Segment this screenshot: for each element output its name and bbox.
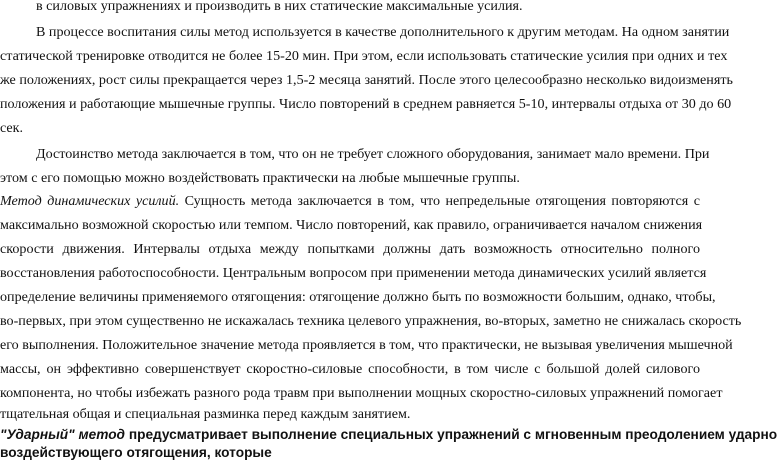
text-line: массы, он эффективно совершенствует скоростно-силовые способности, в том числе с большой долей силового xyxy=(0,361,700,377)
text-line: определение величины применяемого отягощения: отягощение должно быть по возможности большим, однако, чтобы, xyxy=(0,289,716,305)
method-term: Метод динамических усилий. xyxy=(0,193,180,209)
text-run: предусматривает выполнение специальных упражнений с мгновенным преодолением ударно xyxy=(125,427,777,442)
paragraph-first-line xyxy=(0,425,777,445)
text-line: этом с его помощью можно воздействовать практически на любые мышечные группы. xyxy=(0,170,520,186)
text-line: скорости движения. Интервалы отдыха между попытками должны дать возможность относительно полного xyxy=(0,241,700,257)
paragraph-first-line: Достоинство метода заключается в том, что он не требует сложного оборудования, занимает мало времени. При xyxy=(36,146,710,162)
text-line: же положениях, рост силы прекращается через 1,5-2 месяца занятий. После этого целесообразно несколько видоизменять xyxy=(0,72,733,88)
text-line: сек. xyxy=(0,120,24,136)
text-line: в силовых упражнениях и производить в них статические максимальные усилия. xyxy=(36,0,523,14)
text-line: статической тренировке отводится не более 15-20 мин. При этом, если использовать статические усилия при одних и тех xyxy=(0,48,728,64)
text-line: воздействующего отягощения, которые xyxy=(0,445,272,460)
paragraph-first-line: В процессе воспитания силы метод используется в качестве дополнительного к другим методам. На одном занятии xyxy=(36,24,730,40)
text-line: положения и работающие мышечные группы. Число повторений в среднем равняется 5-10, интервалы отдыха от 30 до 60 xyxy=(0,96,732,112)
method-term: "Ударный" метод xyxy=(0,427,126,442)
text-line: тщательная общая и специальная разминка перед каждым занятием. xyxy=(0,406,411,422)
paragraph-first-line xyxy=(0,191,700,211)
text-line: его выполнения. Положительное значение метода проявляется в том, что практически, не вызывая увеличения мышечной xyxy=(0,337,733,353)
text-line: восстановления работоспособности. Центральным вопросом при применении метода динамических усилий является xyxy=(0,265,707,281)
text-line: максимально возможной скоростью или темпом. Число повторений, как правило, ограничивается началом снижения xyxy=(0,217,703,233)
text-line: компонента, но чтобы избежать разного рода травм при выполнении мощных скоростно-силовых упражнений помогает xyxy=(0,385,723,401)
text-line: во-первых, при этом существенно не искажалась техника целевого упражнения, во-вторых, заметно не снижалась скорость xyxy=(0,313,742,329)
text-run: Сущность метода заключается в том, что непредельные отягощения повторяются с xyxy=(179,193,700,209)
